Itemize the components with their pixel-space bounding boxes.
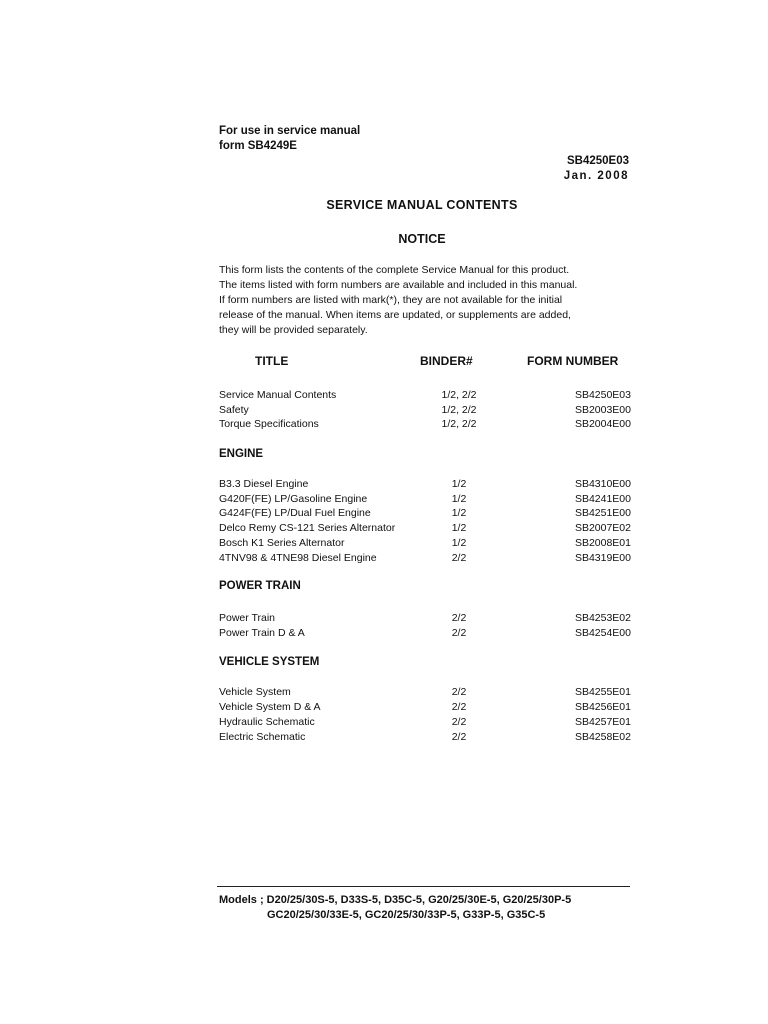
footer-divider — [217, 886, 630, 887]
row-title: G424F(FE) LP/Dual Fuel Engine — [219, 507, 371, 519]
use-note — [219, 124, 360, 154]
table-row — [219, 685, 631, 700]
table-row — [219, 492, 631, 507]
row-binder: 2/2 — [451, 716, 467, 728]
row-binder: 2/2 — [451, 552, 467, 564]
row-binder: 2/2 — [451, 612, 467, 624]
notice-line: This form lists the contents of the complete Service Manual for this product. — [219, 264, 570, 276]
table-row — [219, 521, 631, 536]
document-date: Jan. 2008 — [563, 170, 629, 182]
row-binder: 1/2, 2/2 — [441, 418, 477, 430]
table-row — [219, 551, 631, 566]
notice-line: they will be provided separately. — [219, 324, 368, 336]
row-form-number: SB4258E02 — [574, 731, 631, 743]
notice-heading: NOTICE — [398, 232, 446, 246]
row-form-number: SB4256E01 — [574, 701, 631, 713]
row-form-number: SB2003E00 — [574, 404, 631, 416]
row-binder: 1/2 — [451, 507, 467, 519]
row-title: Delco Remy CS-121 Series Alternator — [219, 522, 396, 534]
row-title: Safety — [219, 404, 249, 416]
row-form-number: SB2008E01 — [574, 537, 631, 549]
row-form-number: SB4241E00 — [574, 493, 631, 505]
document-id-block — [564, 154, 629, 184]
row-binder: 1/2 — [451, 522, 467, 534]
section-heading-vehicle-system: VEHICLE SYSTEM — [219, 656, 320, 668]
table-row — [219, 611, 631, 626]
row-title: Vehicle System D & A — [219, 701, 321, 713]
row-title: Electric Schematic — [219, 731, 306, 743]
table-row — [219, 403, 631, 418]
notice-line: release of the manual. When items are updated, or supplements are added, — [219, 309, 571, 321]
row-title: 4TNV98 & 4TNE98 Diesel Engine — [219, 552, 377, 564]
row-title: Power Train D & A — [219, 627, 305, 639]
column-header-form-number: FORM NUMBER — [527, 354, 619, 368]
row-form-number: SB4253E02 — [574, 612, 631, 624]
row-form-number: SB2007E02 — [574, 522, 631, 534]
notice-paragraph — [219, 263, 639, 338]
row-binder: 2/2 — [451, 686, 467, 698]
use-note-line-2: form SB4249E — [219, 140, 297, 152]
table-row — [219, 536, 631, 551]
notice-line: The items listed with form numbers are available and included in this manual. — [219, 279, 578, 291]
table-row — [219, 417, 631, 432]
row-binder: 1/2, 2/2 — [441, 404, 477, 416]
row-title: B3.3 Diesel Engine — [219, 478, 309, 490]
row-title: Hydraulic Schematic — [219, 716, 315, 728]
row-binder: 1/2 — [451, 537, 467, 549]
row-title: Service Manual Contents — [219, 389, 337, 401]
row-title: Torque Specifications — [219, 418, 319, 430]
row-form-number: SB4250E03 — [574, 389, 631, 401]
column-header-title: TITLE — [255, 354, 289, 368]
row-binder: 2/2 — [451, 731, 467, 743]
table-row — [219, 388, 631, 403]
row-title: Vehicle System — [219, 686, 291, 698]
section-heading-power-train: POWER TRAIN — [219, 580, 301, 592]
notice-line: If form numbers are listed with mark(*), they are not available for the initial — [219, 294, 563, 306]
row-form-number: SB2004E00 — [574, 418, 631, 430]
models-line-1: Models ; D20/25/30S-5, D33S-5, D35C-5, G20/25/30E-5, G20/25/30P-5 — [219, 894, 572, 906]
row-binder: 2/2 — [451, 627, 467, 639]
models-line-2: GC20/25/30/33E-5, GC20/25/30/33P-5, G33P-5, G35C-5 — [267, 909, 546, 921]
row-form-number: SB4257E01 — [574, 716, 631, 728]
row-form-number: SB4255E01 — [574, 686, 631, 698]
column-header-binder: BINDER# — [420, 354, 473, 368]
row-form-number: SB4310E00 — [574, 478, 631, 490]
row-binder: 1/2 — [451, 493, 467, 505]
row-title: Bosch K1 Series Alternator — [219, 537, 345, 549]
table-row — [219, 477, 631, 492]
row-title: Power Train — [219, 612, 276, 624]
page-title: SERVICE MANUAL CONTENTS — [326, 198, 518, 212]
table-row — [219, 715, 631, 730]
row-binder: 1/2 — [451, 478, 467, 490]
row-form-number: SB4319E00 — [574, 552, 631, 564]
row-title: G420F(FE) LP/Gasoline Engine — [219, 493, 368, 505]
document-number: SB4250E03 — [566, 155, 629, 167]
table-row — [219, 506, 631, 521]
row-form-number: SB4254E00 — [574, 627, 631, 639]
row-form-number: SB4251E00 — [574, 507, 631, 519]
row-binder: 2/2 — [451, 701, 467, 713]
table-row — [219, 700, 631, 715]
table-row — [219, 626, 631, 641]
row-binder: 1/2, 2/2 — [441, 389, 477, 401]
use-note-line-1: For use in service manual — [219, 125, 361, 137]
table-row — [219, 730, 631, 745]
section-heading-engine: ENGINE — [219, 448, 264, 460]
